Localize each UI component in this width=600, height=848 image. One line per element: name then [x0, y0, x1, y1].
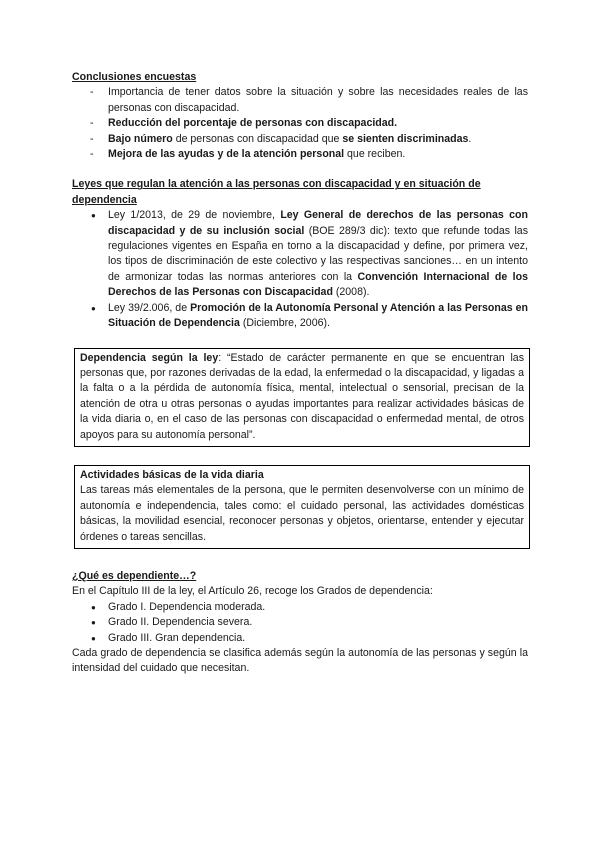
list-item: ● Grado III. Gran dependencia. — [72, 631, 528, 646]
grades-intro: En el Capítulo III de la ley, el Artículo 26, recoge los Grados de dependencia: — [72, 585, 433, 598]
item-text: (BOE 289/3 dic): texto que refunde todas las regulaciones vigentes en España en torno a la discapacidad y define, por primera vez, los tipos de discriminación de este colectivo y las respectivas sanciones… en un intento de armonizar todas las normas anteriores con la — [108, 224, 528, 283]
list-item — [72, 132, 528, 147]
item-bold: se sienten discriminadas — [342, 132, 469, 145]
item-bold: Convención Internacional de los Derechos de las Personas con Discapacidad — [108, 270, 528, 299]
list-item — [72, 301, 528, 332]
list-item — [72, 116, 528, 131]
item-text: Reducción del porcentaje de personas con discapacidad. — [108, 117, 398, 130]
box-title: Dependencia según la ley — [80, 351, 219, 364]
item-text: (2008). — [332, 286, 370, 299]
list-item: ● Grado II. Dependencia severa. — [72, 615, 528, 630]
item-text: que reciben. — [344, 148, 406, 161]
page-content — [72, 70, 528, 677]
survey-conclusions-heading: Conclusiones encuestas — [72, 71, 197, 83]
list-item — [72, 147, 528, 162]
dependency-definition-box — [74, 348, 530, 447]
grades-list — [72, 600, 528, 646]
item-bold: Ley General de derechos de las personas con discapacidad y de su inclusión social — [108, 209, 528, 237]
grades-closing: Cada grado de dependencia se clasifica además según la autonomía de las personas y según la intensidad del cuidado que necesitan. — [72, 647, 528, 675]
item-bold: Mejora de las ayudas y de la atención personal — [108, 148, 345, 161]
survey-conclusions-list — [72, 85, 528, 162]
box-text: Las tareas más elementales de la persona, que le permiten desenvolverse con un mínimo de autonomía e independencia, tales como: el cuidado personal, las actividades domésticas básicas, la movilidad esencial, reconocer personas y objetos, orientarse, entender y ejecutar órdenes o tareas sencillas. — [80, 484, 524, 543]
list-item: - Importancia de tener datos sobre la situación y sobre las necesidades reales de las personas con discapacidad. — [72, 85, 528, 116]
item-text: (Diciembre, 2006). — [239, 317, 330, 330]
basic-activities-box — [74, 465, 530, 549]
box-text: : “Estado de carácter permanente en que se encuentran las personas que, por razones derivadas de la edad, la enfermedad o la discapacidad, y ligadas a la falta o a la pérdida de autonomía física, mental, intelectual o sensorial, precisan de la atención de otra u otras personas o ayudas importantes para realizar actividades básicas de la vida diaria o, en el caso de las personas con discapacidad o enfermedad mental, de otros apoyos para su autonomía personal”. — [80, 351, 525, 441]
item-text: Ley 1/2013, de 29 de noviembre, — [108, 209, 281, 222]
list-item: ● Grado I. Dependencia moderada. — [72, 600, 528, 615]
item-bold: Bajo número — [108, 132, 173, 145]
what-is-dependent-heading: ¿Qué es dependiente…? — [72, 569, 197, 582]
laws-heading: Leyes que regulan la atención a las personas con discapacidad y en situación de dependencia — [72, 178, 481, 206]
item-text: de personas con discapacidad que — [172, 132, 343, 145]
item-bold: Promoción de la Autonomía Personal y Atención a las Personas en Situación de Dependencia — [108, 301, 528, 330]
laws-list — [72, 208, 528, 331]
list-item — [72, 208, 528, 300]
item-text: . — [468, 132, 472, 145]
box-title: Actividades básicas de la vida diaria — [80, 468, 264, 481]
item-text: Ley 39/2.006, de — [108, 301, 191, 314]
